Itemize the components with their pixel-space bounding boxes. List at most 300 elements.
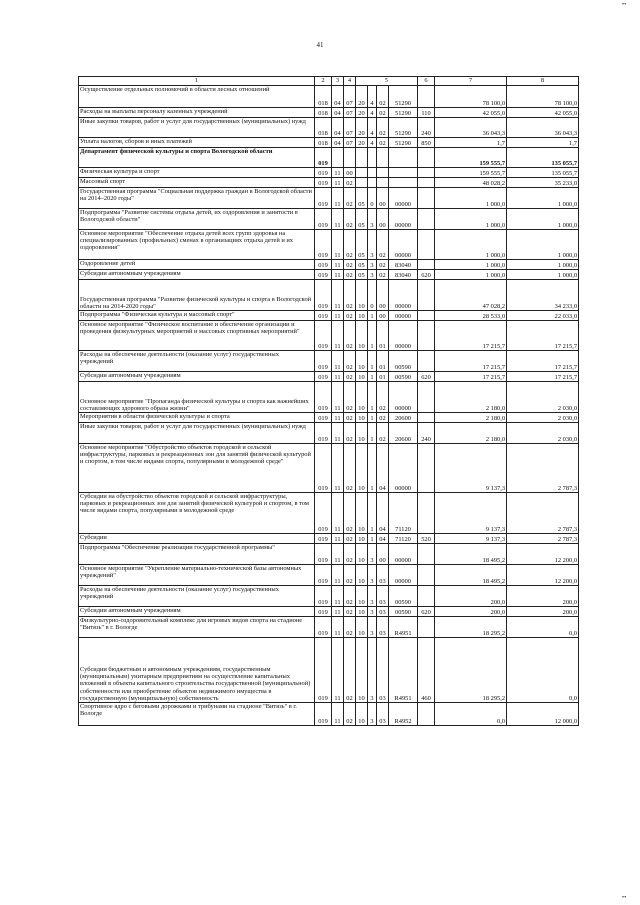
cell-amount-year-2: 17 215,7 — [507, 351, 579, 372]
cell-vedomstvo: 019 — [315, 351, 332, 372]
cell-amount-year-2: 1 000,0 — [507, 209, 579, 230]
cell-csr-direction: 00000 — [389, 280, 418, 311]
cell-csr-event: 02 — [377, 108, 389, 118]
cell-razdel: 11 — [332, 544, 344, 565]
cell-csr-program: 10 — [356, 280, 368, 311]
cell-csr-program: 10 — [356, 372, 368, 382]
cell-csr-subprogram: 3 — [368, 565, 377, 586]
cell-razdel: 11 — [332, 586, 344, 607]
cell-csr-program — [356, 178, 368, 188]
cell-amount-year-2: 22 033,0 — [507, 311, 579, 321]
cell-vedomstvo: 019 — [315, 230, 332, 260]
cell-podrazdel: 02 — [344, 565, 356, 586]
cell-vid-rashodov: 240 — [418, 423, 435, 444]
cell-csr-direction: 20600 — [389, 413, 418, 423]
cell-amount-year-2: 1 000,0 — [507, 230, 579, 260]
table-row — [79, 544, 579, 565]
row-name: Подпрограмма "Развитие системы отдыха детей, их оздоровления и занятости в Вологодской области" — [79, 209, 315, 230]
cell-amount-year-1: 2 180,0 — [435, 382, 507, 413]
cell-csr-program: 10 — [356, 351, 368, 372]
cell-csr-event: 02 — [377, 382, 389, 413]
cell-csr-event: 04 — [377, 534, 389, 544]
cell-amount-year-2: 1 000,0 — [507, 270, 579, 280]
table-row — [79, 209, 579, 230]
cell-amount-year-2: 1 000,0 — [507, 188, 579, 209]
cell-amount-year-2: 135 055,7 — [507, 168, 579, 178]
table-row — [79, 230, 579, 260]
table-header-row — [79, 77, 579, 86]
row-name: Осуществление отдельных полномочий в области лесных отношений — [79, 86, 315, 108]
cell-amount-year-2: 78 100,0 — [507, 86, 579, 108]
cell-csr-program: 10 — [356, 444, 368, 493]
cell-amount-year-2: 35 233,0 — [507, 178, 579, 188]
corner-mark-top: •• — [622, 2, 627, 8]
cell-csr-event: 03 — [377, 586, 389, 607]
cell-podrazdel: 02 — [344, 311, 356, 321]
cell-amount-year-2: 0,0 — [507, 617, 579, 638]
cell-amount-year-1: 0,0 — [435, 703, 507, 726]
cell-csr-program: 10 — [356, 703, 368, 726]
cell-csr-event: 04 — [377, 493, 389, 534]
cell-vedomstvo: 019 — [315, 148, 332, 168]
cell-vedomstvo: 019 — [315, 178, 332, 188]
cell-podrazdel: 02 — [344, 413, 356, 423]
cell-amount-year-2: 17 215,7 — [507, 372, 579, 382]
cell-amount-year-1: 48 028,2 — [435, 178, 507, 188]
cell-csr-program: 10 — [356, 565, 368, 586]
cell-csr-direction — [389, 168, 418, 178]
cell-podrazdel: 02 — [344, 230, 356, 260]
cell-razdel: 11 — [332, 351, 344, 372]
cell-csr-event: 02 — [377, 413, 389, 423]
cell-razdel: 11 — [332, 270, 344, 280]
cell-amount-year-1: 1,7 — [435, 138, 507, 148]
row-name: Субсидии на обустройство объектов городской и сельской инфраструктуры, парковых и рекреационных зон для занятий физической культурой и спортом, в том числе видами спорта, популярными в молодежной среде — [79, 493, 315, 534]
cell-vedomstvo: 019 — [315, 168, 332, 178]
cell-amount-year-1: 200,0 — [435, 586, 507, 607]
cell-csr-program: 20 — [356, 138, 368, 148]
cell-csr-program: 10 — [356, 607, 368, 617]
cell-vedomstvo: 018 — [315, 138, 332, 148]
cell-amount-year-2: 36 043,3 — [507, 118, 579, 138]
table-row — [79, 351, 579, 372]
cell-vid-rashodov — [418, 413, 435, 423]
cell-vedomstvo: 019 — [315, 493, 332, 534]
row-name: Субсидии автономным учреждениям — [79, 270, 315, 280]
cell-csr-subprogram: 4 — [368, 108, 377, 118]
cell-amount-year-2: 200,0 — [507, 586, 579, 607]
row-name: Иные закупки товаров, работ и услуг для государственных (муниципальных) нужд — [79, 118, 315, 138]
header-cell-2: 2 — [315, 77, 332, 86]
cell-podrazdel: 02 — [344, 270, 356, 280]
cell-razdel: 11 — [332, 617, 344, 638]
cell-amount-year-1: 17 215,7 — [435, 321, 507, 351]
cell-csr-event: 00 — [377, 209, 389, 230]
cell-amount-year-1: 18 495,2 — [435, 565, 507, 586]
cell-razdel: 11 — [332, 230, 344, 260]
cell-csr-subprogram: 1 — [368, 444, 377, 493]
row-name: Основное мероприятие "Обеспечение отдыха детей всех групп здоровья на специализированных (профильных) сменах в организациях отдыха детей и их оздоровления" — [79, 230, 315, 260]
cell-csr-event: 02 — [377, 260, 389, 270]
cell-vedomstvo: 018 — [315, 108, 332, 118]
table-row — [79, 188, 579, 209]
table-row — [79, 586, 579, 607]
cell-vid-rashodov — [418, 230, 435, 260]
cell-csr-event: 02 — [377, 86, 389, 108]
cell-vedomstvo: 019 — [315, 188, 332, 209]
cell-vid-rashodov — [418, 311, 435, 321]
table-row — [79, 423, 579, 444]
header-cell-1: 1 — [79, 77, 315, 86]
cell-vid-rashodov — [418, 188, 435, 209]
cell-podrazdel: 02 — [344, 617, 356, 638]
cell-vedomstvo: 019 — [315, 444, 332, 493]
cell-csr-program: 10 — [356, 493, 368, 534]
row-name: Мероприятия в области физической культуры и спорта — [79, 413, 315, 423]
row-name: Уплата налогов, сборов и иных платежей — [79, 138, 315, 148]
cell-csr-direction: 51290 — [389, 86, 418, 108]
cell-amount-year-1: 9 137,3 — [435, 534, 507, 544]
table-row — [79, 413, 579, 423]
cell-podrazdel: 02 — [344, 493, 356, 534]
row-name: Физическая культура и спорт — [79, 168, 315, 178]
cell-csr-direction — [389, 148, 418, 168]
cell-razdel: 11 — [332, 607, 344, 617]
row-name: Субсидии автономным учреждениям — [79, 607, 315, 617]
cell-amount-year-2: 200,0 — [507, 607, 579, 617]
cell-vid-rashodov — [418, 586, 435, 607]
table-row — [79, 617, 579, 638]
table-row — [79, 280, 579, 311]
cell-vedomstvo: 019 — [315, 607, 332, 617]
cell-amount-year-2: 1,7 — [507, 138, 579, 148]
cell-razdel: 11 — [332, 413, 344, 423]
cell-razdel: 11 — [332, 703, 344, 726]
header-cell-6: 6 — [418, 77, 435, 86]
cell-vid-rashodov — [418, 168, 435, 178]
corner-mark-bottom: •• — [622, 895, 627, 901]
row-name: Массовый спорт — [79, 178, 315, 188]
cell-csr-subprogram: 3 — [368, 544, 377, 565]
cell-csr-event — [377, 148, 389, 168]
cell-csr-subprogram: 0 — [368, 188, 377, 209]
cell-amount-year-1: 9 137,3 — [435, 444, 507, 493]
cell-csr-direction — [389, 178, 418, 188]
cell-amount-year-1: 47 028,2 — [435, 280, 507, 311]
cell-amount-year-2: 12 200,0 — [507, 544, 579, 565]
table-row — [79, 311, 579, 321]
cell-razdel: 11 — [332, 178, 344, 188]
header-cell-5: 5 — [356, 77, 418, 86]
cell-podrazdel: 07 — [344, 138, 356, 148]
cell-razdel: 11 — [332, 280, 344, 311]
cell-amount-year-2: 135 055,7 — [507, 148, 579, 168]
row-name: Подпрограмма "Физическая культура и массовый спорт" — [79, 311, 315, 321]
cell-csr-program: 05 — [356, 270, 368, 280]
cell-amount-year-2: 2 030,0 — [507, 382, 579, 413]
row-name: Государственная программа "Социальная поддержка граждан в Вологодской области на 2014–2020 годы" — [79, 188, 315, 209]
cell-podrazdel: 07 — [344, 118, 356, 138]
table-row — [79, 534, 579, 544]
cell-csr-subprogram: 1 — [368, 382, 377, 413]
row-name: Оздоровление детей — [79, 260, 315, 270]
cell-vid-rashodov — [418, 148, 435, 168]
cell-csr-direction: 51290 — [389, 118, 418, 138]
cell-csr-direction: 51290 — [389, 138, 418, 148]
cell-podrazdel: 02 — [344, 372, 356, 382]
cell-csr-direction: R4951 — [389, 617, 418, 638]
cell-csr-event: 03 — [377, 703, 389, 726]
cell-amount-year-2: 34 233,0 — [507, 280, 579, 311]
table-row — [79, 86, 579, 108]
cell-vedomstvo: 019 — [315, 534, 332, 544]
cell-amount-year-1: 1 000,0 — [435, 230, 507, 260]
cell-amount-year-1: 159 555,7 — [435, 168, 507, 178]
cell-razdel: 11 — [332, 188, 344, 209]
cell-csr-direction: 83040 — [389, 260, 418, 270]
cell-csr-direction: 00590 — [389, 372, 418, 382]
cell-csr-direction: R4951 — [389, 638, 418, 703]
cell-amount-year-1: 9 137,3 — [435, 493, 507, 534]
cell-razdel: 11 — [332, 209, 344, 230]
cell-vedomstvo: 019 — [315, 280, 332, 311]
cell-csr-program: 10 — [356, 617, 368, 638]
cell-csr-direction: 20600 — [389, 423, 418, 444]
cell-vedomstvo: 019 — [315, 638, 332, 703]
table-row — [79, 493, 579, 534]
header-cell-3: 3 — [332, 77, 344, 86]
cell-csr-subprogram: 1 — [368, 413, 377, 423]
cell-amount-year-2: 42 055,0 — [507, 108, 579, 118]
cell-amount-year-1: 17 215,7 — [435, 372, 507, 382]
cell-vedomstvo: 019 — [315, 209, 332, 230]
cell-csr-direction: 00000 — [389, 230, 418, 260]
cell-podrazdel: 02 — [344, 260, 356, 270]
cell-amount-year-1: 2 180,0 — [435, 423, 507, 444]
cell-csr-subprogram: 1 — [368, 423, 377, 444]
cell-amount-year-1: 18 295,2 — [435, 617, 507, 638]
row-name: Субсидии автономным учреждениям — [79, 372, 315, 382]
cell-vid-rashodov — [418, 565, 435, 586]
cell-csr-subprogram: 3 — [368, 607, 377, 617]
cell-vid-rashodov — [418, 382, 435, 413]
row-name: Основное мероприятие "Физическое воспитание и обеспечение организации и проведения физкультурных мероприятий и массовых спортивных мероприятий" — [79, 321, 315, 351]
row-name: Иные закупки товаров, работ и услуг для государственных (муниципальных) нужд — [79, 423, 315, 444]
cell-razdel: 11 — [332, 444, 344, 493]
table-row — [79, 372, 579, 382]
cell-podrazdel: 02 — [344, 382, 356, 413]
row-name: Департамент физической культуры и спорта Вологодской области — [79, 148, 315, 168]
row-name: Основное мероприятие "Укрепление материально-технической базы автономных учреждений" — [79, 565, 315, 586]
cell-vedomstvo: 019 — [315, 260, 332, 270]
cell-csr-subprogram: 3 — [368, 617, 377, 638]
cell-amount-year-2: 2 787,3 — [507, 444, 579, 493]
cell-csr-direction: 00000 — [389, 321, 418, 351]
cell-csr-subprogram: 3 — [368, 230, 377, 260]
table-row — [79, 260, 579, 270]
cell-razdel: 11 — [332, 534, 344, 544]
cell-csr-subprogram: 3 — [368, 270, 377, 280]
cell-vedomstvo: 019 — [315, 586, 332, 607]
cell-razdel: 11 — [332, 321, 344, 351]
cell-csr-event: 00 — [377, 311, 389, 321]
header-cell-7: 7 — [435, 77, 507, 86]
cell-csr-program: 10 — [356, 638, 368, 703]
cell-podrazdel: 02 — [344, 534, 356, 544]
cell-csr-event: 01 — [377, 351, 389, 372]
cell-csr-event: 00 — [377, 280, 389, 311]
cell-amount-year-1: 200,0 — [435, 607, 507, 617]
cell-csr-subprogram: 3 — [368, 209, 377, 230]
cell-razdel: 11 — [332, 493, 344, 534]
cell-vid-rashodov — [418, 86, 435, 108]
cell-amount-year-2: 2 787,3 — [507, 493, 579, 534]
cell-razdel: 04 — [332, 108, 344, 118]
cell-csr-program: 20 — [356, 86, 368, 108]
cell-podrazdel: 02 — [344, 444, 356, 493]
cell-amount-year-1: 18 295,2 — [435, 638, 507, 703]
cell-csr-direction: 71120 — [389, 493, 418, 534]
table-row — [79, 168, 579, 178]
cell-amount-year-2: 12 000,0 — [507, 703, 579, 726]
cell-csr-direction: R4952 — [389, 703, 418, 726]
cell-csr-program: 10 — [356, 311, 368, 321]
row-name: Физкультурно-оздоровительный комплекс для игровых видов спорта на стадионе "Витязь" в г. Вологде — [79, 617, 315, 638]
cell-vid-rashodov: 620 — [418, 607, 435, 617]
table-row — [79, 703, 579, 726]
cell-podrazdel: 07 — [344, 108, 356, 118]
cell-csr-event: 03 — [377, 638, 389, 703]
cell-csr-event: 03 — [377, 617, 389, 638]
cell-amount-year-1: 78 100,0 — [435, 86, 507, 108]
cell-vid-rashodov — [418, 444, 435, 493]
cell-vid-rashodov — [418, 321, 435, 351]
cell-vid-rashodov — [418, 280, 435, 311]
cell-podrazdel: 02 — [344, 423, 356, 444]
cell-razdel: 04 — [332, 118, 344, 138]
cell-vedomstvo: 018 — [315, 118, 332, 138]
cell-csr-direction: 51290 — [389, 108, 418, 118]
cell-amount-year-1: 42 055,0 — [435, 108, 507, 118]
cell-amount-year-1: 28 533,0 — [435, 311, 507, 321]
cell-vid-rashodov: 240 — [418, 118, 435, 138]
cell-vedomstvo: 019 — [315, 565, 332, 586]
cell-csr-event: 02 — [377, 423, 389, 444]
cell-csr-subprogram: 3 — [368, 260, 377, 270]
cell-csr-event: 03 — [377, 565, 389, 586]
cell-csr-event: 04 — [377, 444, 389, 493]
cell-podrazdel: 02 — [344, 586, 356, 607]
cell-csr-program: 10 — [356, 321, 368, 351]
cell-podrazdel: 02 — [344, 638, 356, 703]
cell-vedomstvo: 019 — [315, 413, 332, 423]
cell-vid-rashodov — [418, 703, 435, 726]
cell-podrazdel: 02 — [344, 178, 356, 188]
cell-csr-subprogram — [368, 148, 377, 168]
cell-csr-direction: 00000 — [389, 382, 418, 413]
table-row — [79, 270, 579, 280]
cell-amount-year-2: 0,0 — [507, 638, 579, 703]
cell-razdel: 11 — [332, 423, 344, 444]
cell-amount-year-1: 1 000,0 — [435, 209, 507, 230]
cell-razdel: 11 — [332, 372, 344, 382]
cell-razdel: 04 — [332, 138, 344, 148]
header-cell-8: 8 — [507, 77, 579, 86]
cell-csr-direction: 83040 — [389, 270, 418, 280]
cell-csr-event: 02 — [377, 270, 389, 280]
table-row — [79, 321, 579, 351]
cell-vedomstvo: 019 — [315, 382, 332, 413]
cell-csr-program: 20 — [356, 118, 368, 138]
table-row — [79, 108, 579, 118]
cell-amount-year-1: 1 000,0 — [435, 188, 507, 209]
cell-vedomstvo: 019 — [315, 372, 332, 382]
row-name: Основное мероприятие "Пропаганда физической культуры и спорта как важнейших составляющих здорового образа жизни" — [79, 382, 315, 413]
cell-amount-year-2: 2 787,3 — [507, 534, 579, 544]
cell-csr-program: 10 — [356, 544, 368, 565]
cell-amount-year-2: 2 030,0 — [507, 413, 579, 423]
cell-podrazdel: 00 — [344, 168, 356, 178]
cell-csr-program: 05 — [356, 260, 368, 270]
cell-vedomstvo: 019 — [315, 311, 332, 321]
cell-vedomstvo: 019 — [315, 321, 332, 351]
row-name: Субсидии — [79, 534, 315, 544]
cell-vid-rashodov: 620 — [418, 270, 435, 280]
row-name: Подпрограмма "Обеспечение реализации государственной программы" — [79, 544, 315, 565]
cell-podrazdel: 02 — [344, 544, 356, 565]
cell-amount-year-1: 1 000,0 — [435, 270, 507, 280]
cell-razdel: 11 — [332, 382, 344, 413]
table-row — [79, 382, 579, 413]
cell-csr-subprogram: 1 — [368, 321, 377, 351]
cell-csr-program: 10 — [356, 423, 368, 444]
table-row — [79, 178, 579, 188]
cell-csr-direction: 00590 — [389, 586, 418, 607]
cell-vedomstvo: 019 — [315, 423, 332, 444]
cell-csr-subprogram — [368, 178, 377, 188]
cell-podrazdel: 02 — [344, 209, 356, 230]
cell-csr-event: 00 — [377, 544, 389, 565]
cell-vedomstvo: 019 — [315, 544, 332, 565]
table-row — [79, 148, 579, 168]
cell-csr-direction: 00590 — [389, 351, 418, 372]
cell-podrazdel: 02 — [344, 321, 356, 351]
cell-vid-rashodov — [418, 260, 435, 270]
cell-amount-year-1: 17 215,7 — [435, 351, 507, 372]
cell-amount-year-2: 1 000,0 — [507, 260, 579, 270]
cell-razdel: 11 — [332, 565, 344, 586]
cell-csr-program: 05 — [356, 188, 368, 209]
cell-csr-subprogram: 1 — [368, 351, 377, 372]
cell-csr-event — [377, 178, 389, 188]
cell-csr-subprogram: 3 — [368, 703, 377, 726]
cell-amount-year-2: 2 030,0 — [507, 423, 579, 444]
cell-csr-subprogram — [368, 168, 377, 178]
cell-razdel: 11 — [332, 168, 344, 178]
cell-csr-program: 10 — [356, 586, 368, 607]
cell-vid-rashodov — [418, 209, 435, 230]
cell-csr-direction: 71120 — [389, 534, 418, 544]
cell-csr-program: 10 — [356, 413, 368, 423]
cell-vid-rashodov — [418, 544, 435, 565]
cell-csr-direction: 00000 — [389, 544, 418, 565]
row-name: Основное мероприятие "Обустройство объектов городской и сельской инфраструктуры, парковых и рекреационных зон для занятий физической культурой и спортом, в том числе видами спорта, популярными в молодежной среде" — [79, 444, 315, 493]
cell-amount-year-1: 2 180,0 — [435, 413, 507, 423]
row-name: Расходы на выплаты персоналу казенных учреждений — [79, 108, 315, 118]
cell-csr-direction: 00000 — [389, 444, 418, 493]
cell-csr-subprogram: 1 — [368, 372, 377, 382]
cell-vedomstvo: 018 — [315, 86, 332, 108]
